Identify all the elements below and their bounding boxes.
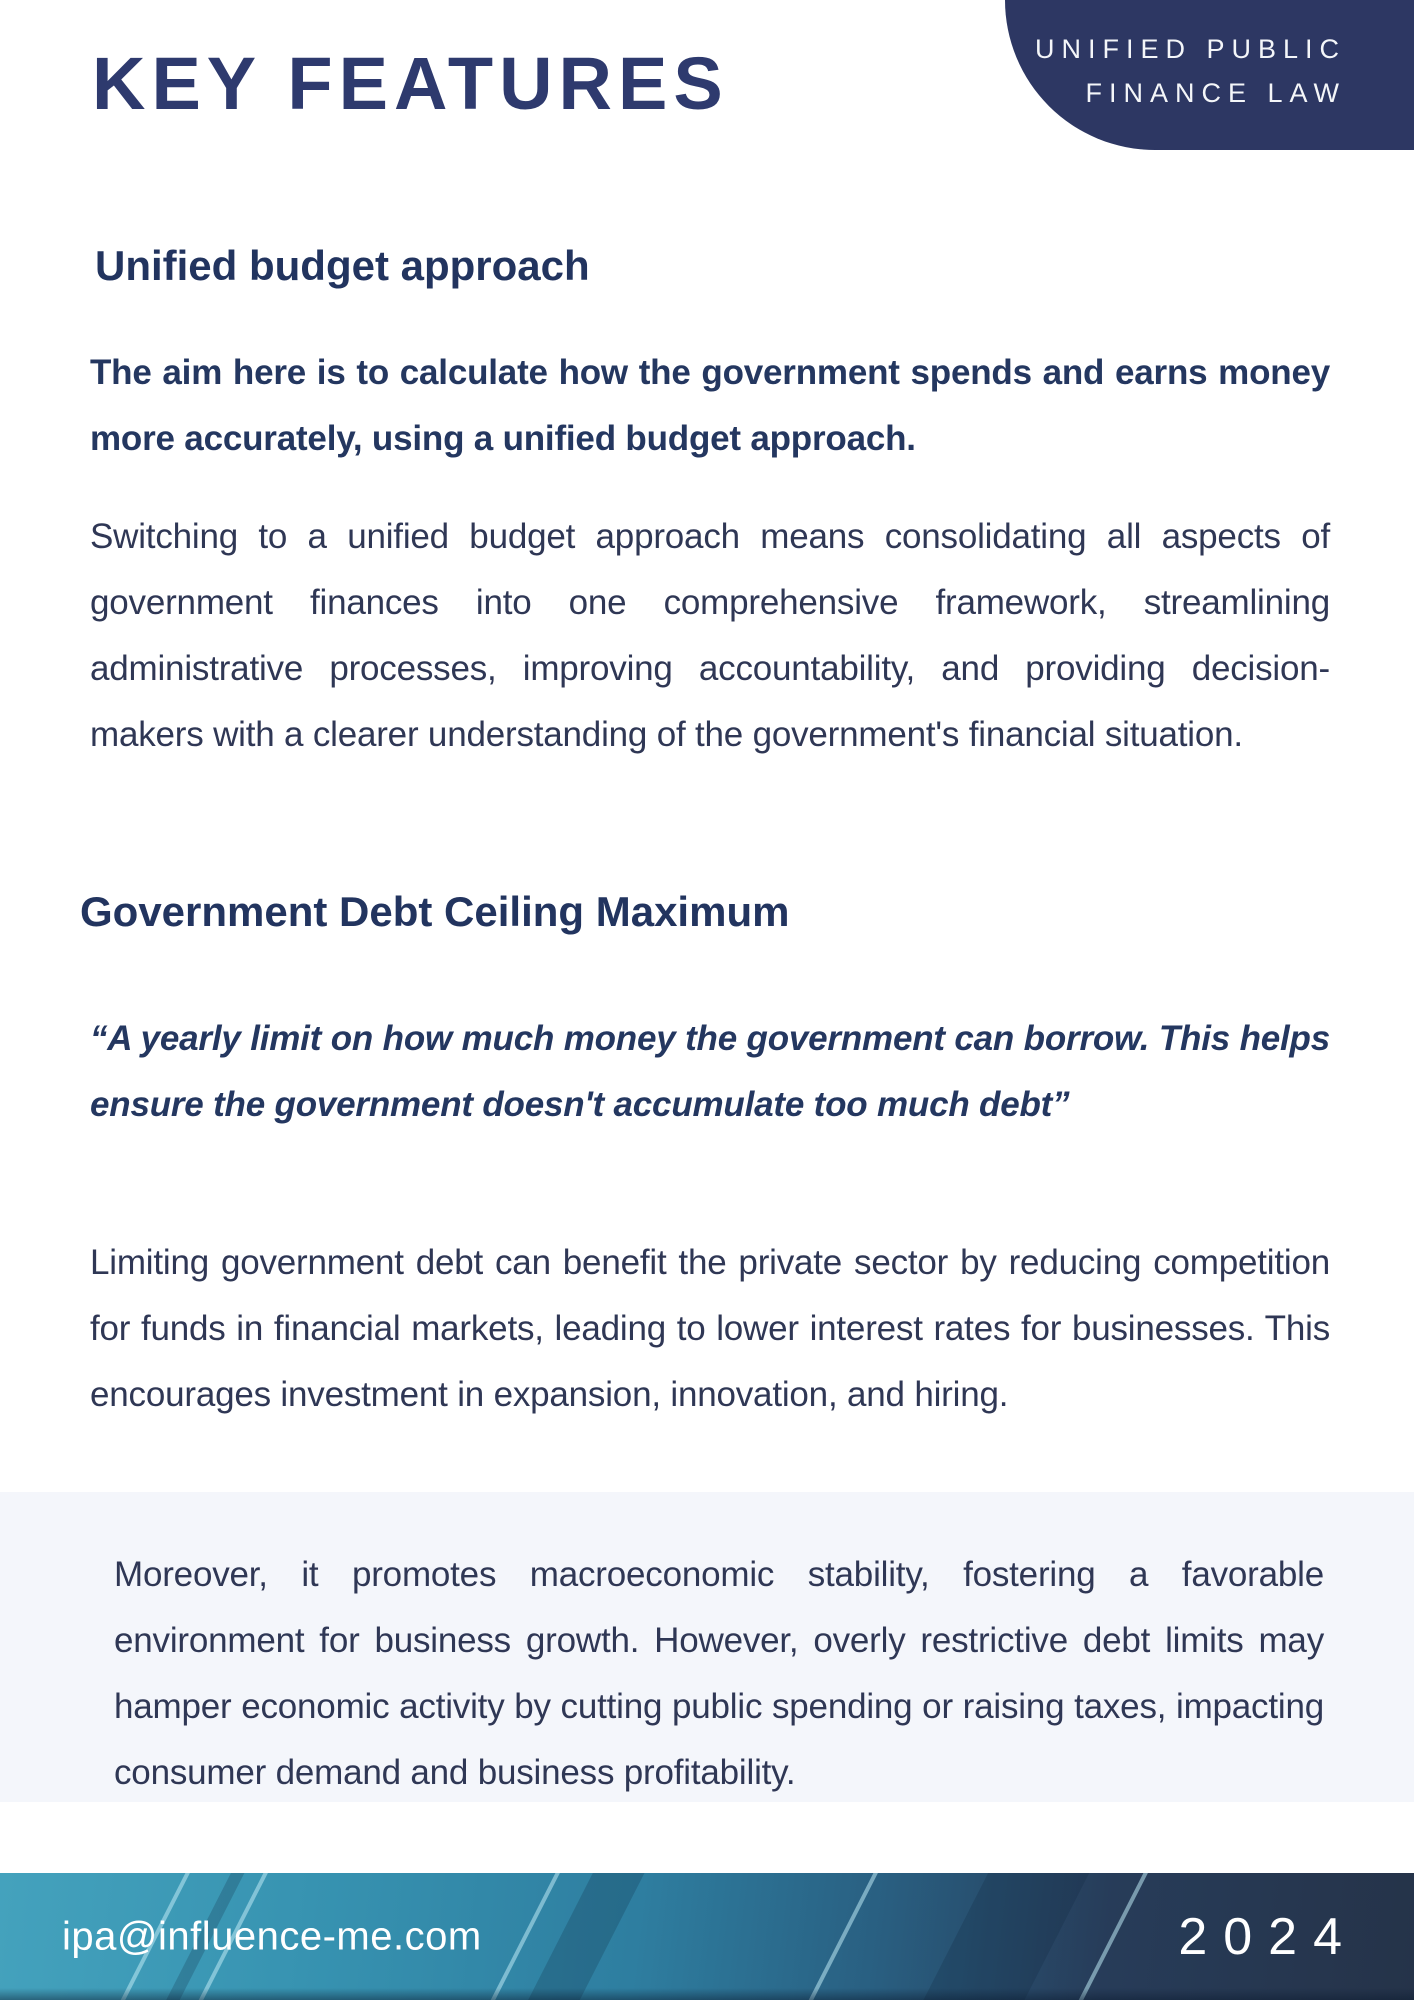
page-title: KEY FEATURES [92, 42, 729, 125]
debt-ceiling-highlight-paragraph: Moreover, it promotes macroeconomic stability, fostering a favorable environment for business growth. However, overly restrictive debt limits may hamper economic activity by cutting public spending or raising taxes, impacting consumer demand and business profitability. [114, 1555, 1324, 1792]
footer-stripe [904, 1873, 1102, 2000]
section-heading-debt-ceiling: Government Debt Ceiling Maximum [80, 888, 790, 935]
footer-banner [0, 1873, 1414, 2000]
badge-line-1: UNIFIED PUBLIC [1034, 34, 1346, 64]
unified-budget-body-paragraph: Switching to a unified budget approach means consolidating all aspects of government finances into one comprehensive framework, streamlining administrative processes, improving accountability, and providing decision-makers with a clearer understanding of the government's financial situation. [90, 517, 1330, 754]
contact-email: ipa@influence-me.com [62, 1914, 482, 1958]
footer-year: 2024 [1178, 1907, 1358, 1966]
debt-ceiling-quote: “A yearly limit on how much money the government can borrow. This helps ensure the government doesn't accumulate too much debt” [90, 1019, 1330, 1124]
badge-line-2: FINANCE LAW [1085, 78, 1346, 108]
unified-budget-lead-paragraph: The aim here is to calculate how the government spends and earns money more accurately, using a unified budget approach. [90, 353, 1330, 458]
highlight-panel [0, 1492, 1414, 1802]
section-heading-unified-budget: Unified budget approach [95, 242, 590, 289]
footer-stripe [779, 1873, 901, 2000]
debt-ceiling-body-paragraph: Limiting government debt can benefit the private sector by reducing competition for funds in financial markets, leading to lower interest rates for businesses. This encourages investment in expansion, innovation, and hiring. [90, 1243, 1330, 1414]
corner-badge [1005, 0, 1414, 150]
